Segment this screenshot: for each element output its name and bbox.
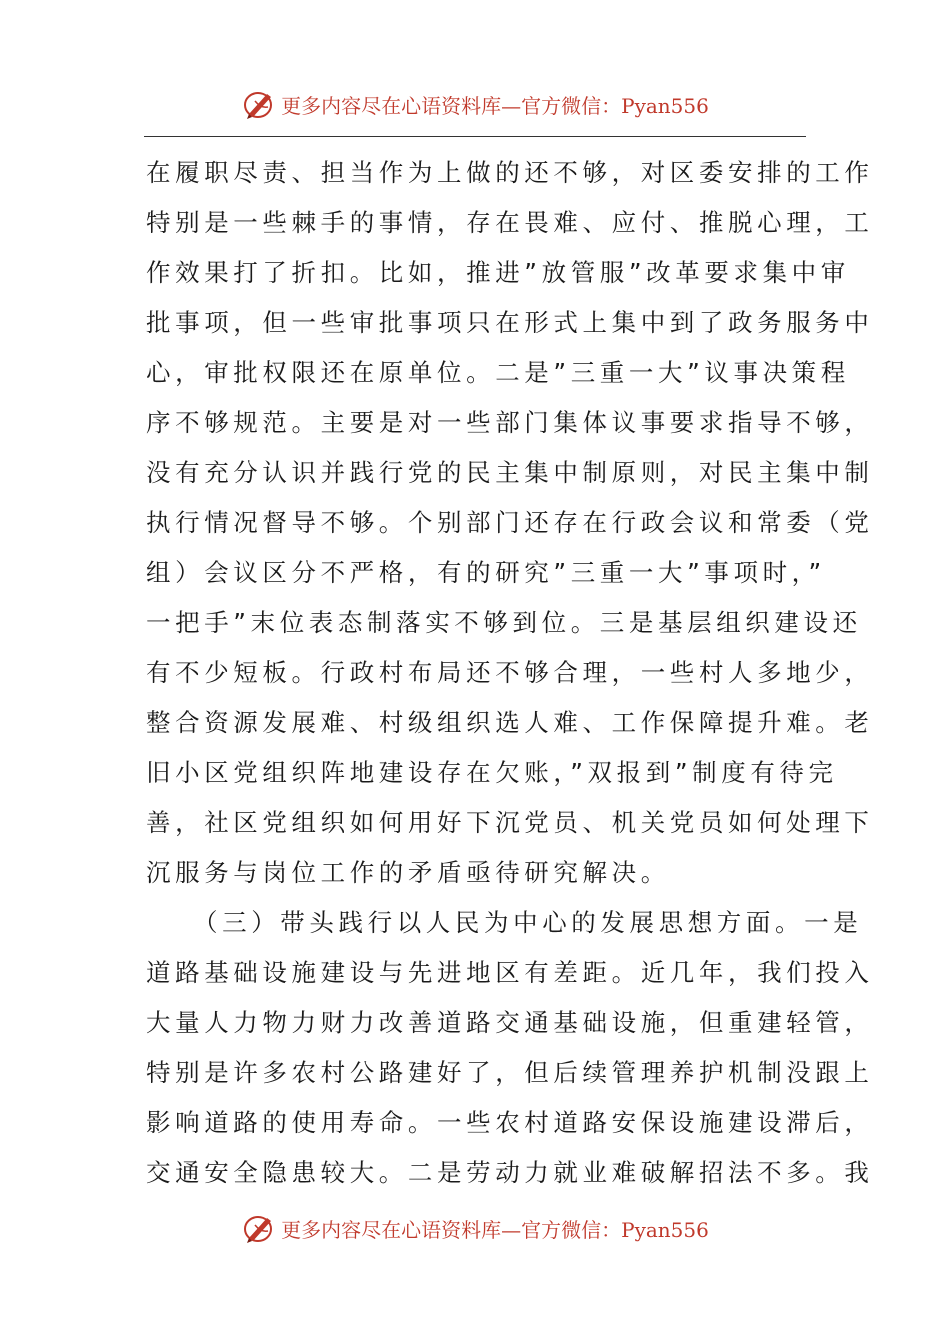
document-body <box>146 148 874 1198</box>
text-line: 批事项，但一些审批事项只在形式上集中到了政务服务中 <box>146 308 874 337</box>
text-line: 组）会议区分不严格，有的研究”三重一大”事项时，” <box>146 558 826 587</box>
text-line: 执行情况督导不够。个别部门还存在行政会议和常委（党 <box>146 508 874 537</box>
footer-banner-text: 更多内容尽在心语资料库—官方微信：Pyan556 <box>281 1217 709 1242</box>
text-line: 特别是一些棘手的事情，存在畏难、应付、推脱心理，工 <box>146 208 874 237</box>
text-line: 沉服务与岗位工作的矛盾亟待研究解决。 <box>146 858 670 887</box>
text-line: 影响道路的使用寿命。一些农村道路安保设施建设滞后， <box>146 1108 874 1137</box>
header-divider <box>144 136 806 137</box>
text-line: 特别是许多农村公路建好了，但后续管理养护机制没跟上 <box>146 1058 874 1087</box>
pen-logo-icon <box>241 86 277 122</box>
text-line: 有不少短板。行政村布局还不够合理，一些村人多地少， <box>146 658 874 687</box>
text-line: 整合资源发展难、村级组织选人难、工作保障提升难。老 <box>146 708 874 737</box>
header-banner <box>0 84 950 124</box>
pen-logo-icon <box>241 1210 277 1246</box>
text-line: 作效果打了折扣。比如，推进”放管服”改革要求集中审 <box>146 258 850 287</box>
text-line: 交通安全隐患较大。二是劳动力就业难破解招法不多。我 <box>146 1158 874 1187</box>
text-line: 善，社区党组织如何用好下沉党员、机关党员如何处理下 <box>146 808 874 837</box>
text-line: 序不够规范。主要是对一些部门集体议事要求指导不够， <box>146 408 874 437</box>
text-line: 道路基础设施建设与先进地区有差距。近几年，我们投入 <box>146 958 874 987</box>
header-banner-text: 更多内容尽在心语资料库—官方微信：Pyan556 <box>281 93 709 118</box>
section-heading-line: （三）带头践行以人民为中心的发展思想方面。一是 <box>193 908 863 937</box>
footer-banner <box>0 1208 950 1248</box>
text-line: 心，审批权限还在原单位。二是”三重一大”议事决策程 <box>146 358 850 387</box>
text-line: 大量人力物力财力改善道路交通基础设施，但重建轻管， <box>146 1008 874 1037</box>
text-line: 没有充分认识并践行党的民主集中制原则，对民主集中制 <box>146 458 874 487</box>
text-line: 旧小区党组织阵地建设存在欠账，”双报到”制度有待完 <box>146 758 838 787</box>
text-line: 在履职尽责、担当作为上做的还不够，对区委安排的工作 <box>146 158 874 187</box>
text-line: 一把手”末位表态制落实不够到位。三是基层组织建设还 <box>146 608 862 637</box>
